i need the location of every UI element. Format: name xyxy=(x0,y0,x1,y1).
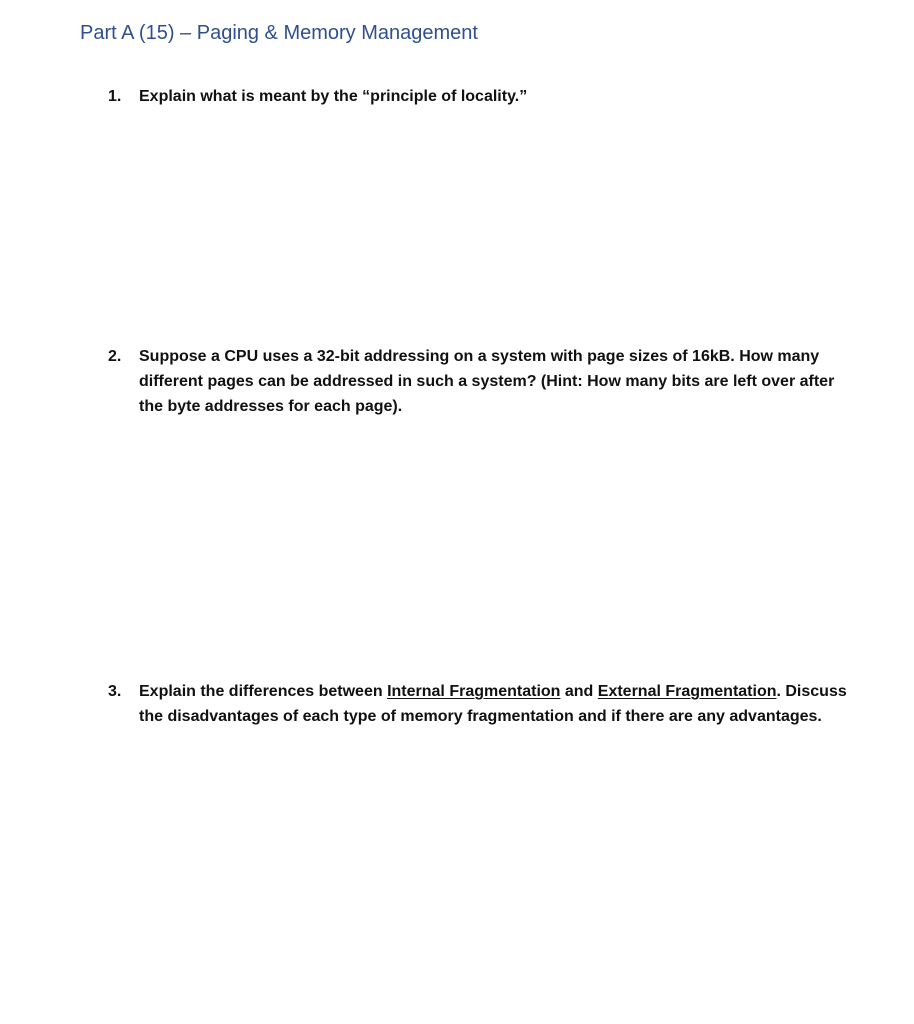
question-text: Explain what is meant by the “principle of locality.” xyxy=(139,88,528,105)
term-external-fragmentation: External Fragmentation xyxy=(597,683,777,700)
question-text-connector: and xyxy=(560,683,598,700)
question-number: 3. xyxy=(108,683,122,700)
question-number: 1. xyxy=(108,88,122,105)
page-heading: Part A (15) – Paging & Memory Management xyxy=(80,22,478,44)
question-2 xyxy=(108,344,853,419)
question-number: 2. xyxy=(108,348,122,365)
question-text-rest: . Discuss the disadvantages of each type of memory fragmentation and if there are any advantages. xyxy=(139,683,847,725)
question-text: Suppose a CPU uses a 32-bit addressing on a system with page sizes of 16kB. How many different pages can be addressed in such a system? (Hint: How many bits are left over after the byte addresses for each page). xyxy=(139,348,835,415)
question-3 xyxy=(108,679,853,729)
question-text xyxy=(139,679,853,729)
question-1 xyxy=(108,84,853,109)
term-internal-fragmentation: Internal Fragmentation xyxy=(387,683,561,700)
question-text-intro: Explain the differences between xyxy=(139,683,388,700)
